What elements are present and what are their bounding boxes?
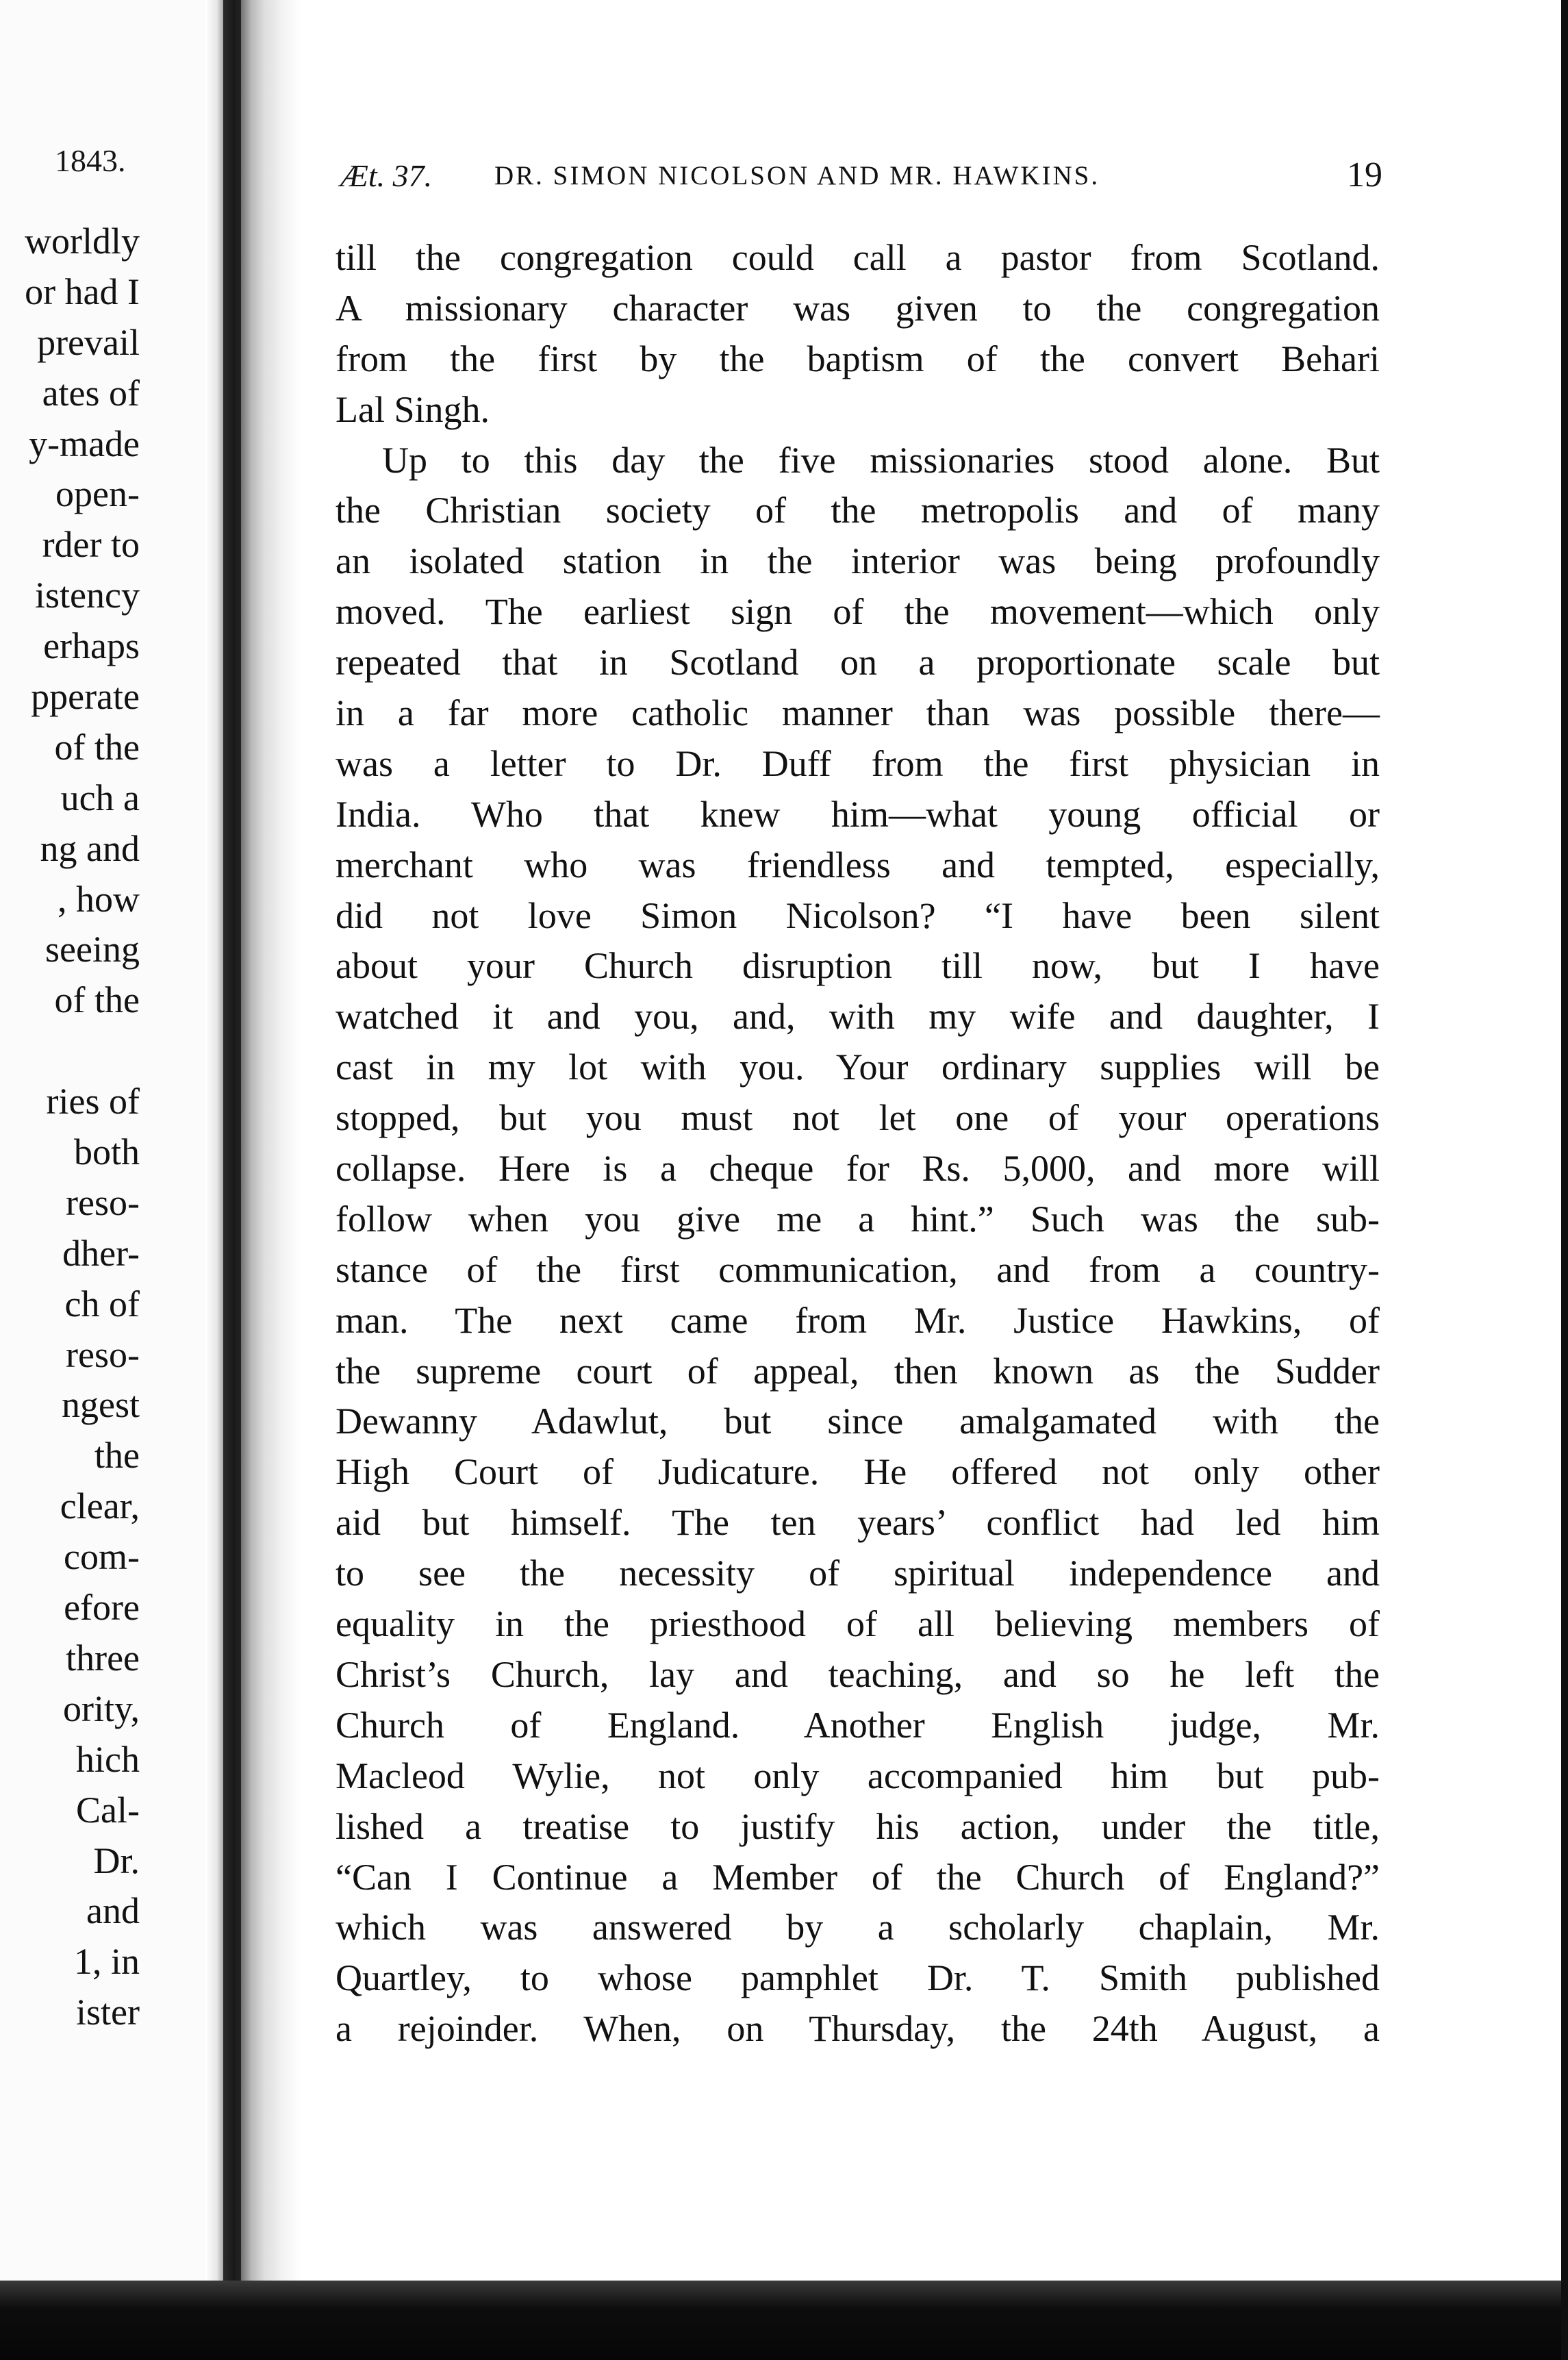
text-line: in a far more catholic manner than was possible there—	[336, 692, 1380, 734]
text-line: till the congregation could call a pastor from Scotland.	[336, 237, 1380, 278]
previous-page-line: and	[86, 1890, 140, 1932]
previous-page-line: reso-	[66, 1181, 140, 1223]
text-line: Macleod Wylie, not only accompanied him but pub-	[336, 1755, 1380, 1796]
scan-bottom-edge	[0, 2281, 1568, 2360]
text-line: India. Who that knew him—what young official or	[336, 793, 1380, 835]
text-line: to see the necessity of spiritual independence and	[336, 1553, 1380, 1594]
text-line: A missionary character was given to the congregation	[336, 287, 1380, 329]
text-line: aid but himself. The ten years’ conflict had led him	[336, 1502, 1380, 1544]
previous-page-line: , how	[58, 878, 140, 920]
text-line: about your Church disruption till now, but I have	[336, 945, 1380, 987]
previous-page-line: clear,	[60, 1485, 140, 1527]
previous-page-line: open-	[55, 473, 140, 515]
text-line: cast in my lot with you. Your ordinary supplies will be	[336, 1046, 1380, 1088]
previous-page-line: of the	[54, 979, 140, 1021]
text-line: Lal Singh.	[336, 388, 490, 430]
scan-right-edge	[1561, 0, 1568, 2360]
text-line: stance of the first communication, and from a country-	[336, 1248, 1380, 1290]
text-line: a rejoinder. When, on Thursday, the 24th August, a	[336, 2008, 1380, 2050]
text-line: the supreme court of appeal, then known as the Sudder	[336, 1350, 1380, 1392]
running-title: DR. SIMON NICOLSON AND MR. HAWKINS.	[494, 161, 1100, 190]
previous-page-line: reso-	[66, 1333, 140, 1375]
previous-page-line: Cal-	[76, 1789, 140, 1831]
text-line: Up to this day the five missionaries stood alone. But	[382, 439, 1380, 481]
text-line: the Christian society of the metropolis and of many	[336, 490, 1380, 531]
previous-page-line: Dr.	[93, 1840, 140, 1881]
page-number: 19	[1347, 155, 1382, 194]
previous-page-line: efore	[64, 1587, 140, 1629]
text-line: repeated that in Scotland on a proportionate scale but	[336, 642, 1380, 683]
text-line: Quartley, to whose pamphlet Dr. T. Smith published	[336, 1957, 1380, 1999]
text-line: High Court of Judicature. He offered not only other	[336, 1451, 1380, 1493]
previous-page-line: istency	[35, 575, 140, 616]
previous-page-line: prevail	[37, 321, 140, 363]
age-note: Æt. 37.	[340, 158, 433, 193]
previous-page-line: ister	[76, 1992, 140, 2033]
text-line: collapse. Here is a cheque for Rs. 5,000, and more will	[336, 1148, 1380, 1190]
previous-page-line: 1, in	[73, 1941, 140, 1983]
text-line: which was answered by a scholarly chaplain, Mr.	[336, 1907, 1380, 1948]
text-line: Christ’s Church, lay and teaching, and so he left the	[336, 1653, 1380, 1695]
text-line: from the first by the baptism of the convert Behari	[336, 338, 1380, 379]
previous-page-line: pperate	[31, 676, 140, 718]
previous-page-line: ority,	[63, 1687, 140, 1729]
running-header	[340, 155, 1382, 196]
previous-page-line: dher-	[62, 1232, 140, 1274]
previous-page-text	[25, 216, 140, 2038]
text-line: merchant who was friendless and tempted, especially,	[336, 844, 1380, 886]
gutter-shadow	[223, 0, 241, 2281]
previous-page-line: ngest	[62, 1384, 140, 1426]
previous-page-line: or had I	[25, 271, 140, 312]
text-line: Dewanny Adawlut, but since amalgamated with the	[336, 1401, 1380, 1442]
page-body-text	[336, 233, 1380, 2055]
previous-page-line: ch of	[64, 1283, 140, 1325]
text-line: stopped, but you must not let one of your operations	[336, 1097, 1380, 1139]
text-line: moved. The earliest sign of the movement—which only	[336, 591, 1380, 633]
text-line: Church of England. Another English judge, Mr.	[336, 1704, 1380, 1746]
text-line: lished a treatise to justify his action, under the title,	[336, 1805, 1380, 1847]
previous-page-line: uch a	[60, 777, 140, 818]
book-gutter	[205, 0, 301, 2281]
previous-page-line: y-made	[29, 423, 140, 464]
previous-page-line: of the	[54, 726, 140, 768]
previous-page-line: the	[94, 1435, 140, 1477]
previous-page-line: both	[73, 1131, 140, 1173]
previous-page-line: erhaps	[43, 625, 140, 667]
previous-page-line: three	[66, 1637, 140, 1679]
text-line: an isolated station in the interior was being profoundly	[336, 540, 1380, 582]
text-line: watched it and you, and, with my wife and daughter, I	[336, 996, 1380, 1038]
previous-page-line: ries of	[46, 1081, 140, 1122]
previous-page-line: rder to	[42, 524, 140, 566]
text-line: was a letter to Dr. Duff from the first physician in	[336, 742, 1380, 784]
previous-page-line: ng and	[40, 827, 140, 869]
previous-page-fragment	[0, 0, 226, 2281]
previous-page-line: com-	[64, 1536, 140, 1578]
previous-page-line: worldly	[25, 221, 140, 262]
previous-page-line: ates of	[42, 372, 140, 414]
text-line: man. The next came from Mr. Justice Hawkins, of	[336, 1299, 1380, 1341]
previous-page-paragraph-gap	[25, 1026, 140, 1077]
text-line: equality in the priesthood of all believing members of	[336, 1603, 1380, 1645]
previous-page-year: 1843.	[55, 143, 126, 178]
text-line: “Can I Continue a Member of the Church of England?”	[336, 1856, 1380, 1898]
text-line: did not love Simon Nicolson? “I have been silent	[336, 894, 1380, 936]
text-line: follow when you give me a hint.” Such was the sub-	[336, 1198, 1380, 1240]
previous-page-line: seeing	[45, 929, 140, 970]
previous-page-line: hich	[76, 1738, 140, 1780]
